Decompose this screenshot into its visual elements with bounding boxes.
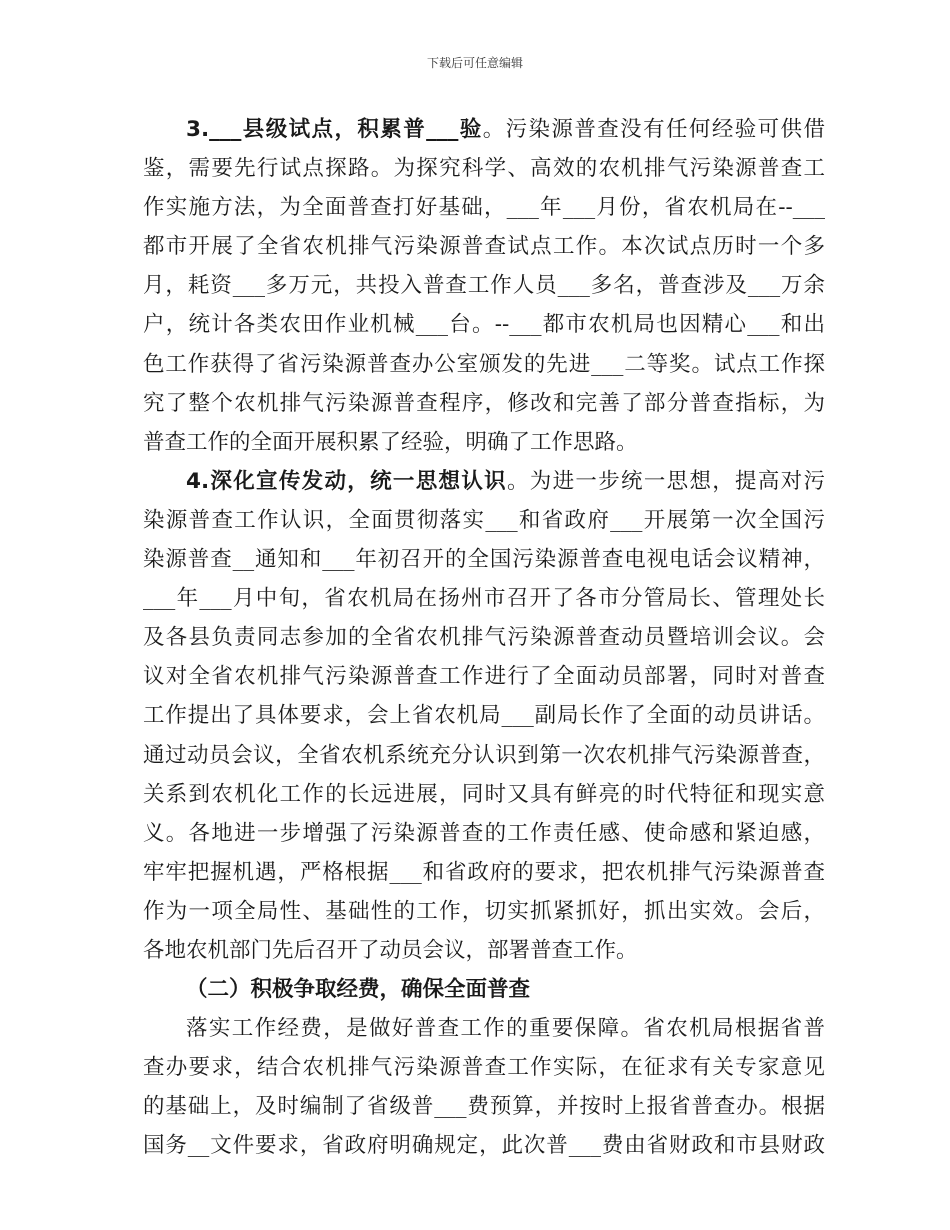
text-segment: 国务__文件要求，省政府明确规定，此次普___费由省财政和市县财政	[143, 1133, 825, 1159]
text-line	[143, 462, 825, 501]
text-line	[143, 696, 825, 735]
text-segment: 及各县负责同志参加的全省农机排气污染源普查动员暨培训会议。会	[143, 625, 825, 651]
text-line	[143, 579, 825, 618]
text-line	[143, 110, 825, 149]
text-segment: 普查工作的全面开展积累了经验，明确了工作思路。	[143, 429, 638, 455]
text-segment: 。为进一步统一思想，提高对污	[506, 468, 825, 494]
text-line	[143, 384, 825, 423]
text-segment: 关系到农机化工作的长远进展，同时又具有鲜亮的时代特征和现实意	[143, 781, 825, 807]
text-segment: 。污染源普查没有任何经验可供借	[482, 117, 825, 142]
text-segment: 工作提出了具体要求，会上省农机局___副局长作了全面的动员讲话。	[143, 703, 825, 729]
text-line	[143, 345, 825, 384]
text-segment: 议对全省农机排气污染源普查工作进行了全面动员部署，同时对普查	[143, 664, 825, 690]
text-segment: 落实工作经费，是做好普查工作的重要保障。省农机局根据省普	[186, 1016, 825, 1042]
document-body	[143, 110, 825, 1166]
text-line	[143, 775, 825, 814]
text-segment: 月，耗资___多万元，共投入普查工作人员___多名，普查涉及___万余	[143, 273, 825, 299]
text-line	[143, 423, 825, 462]
text-segment: ___年___月中旬，省农机局在扬州市召开了各市分管局长、管理处长	[143, 586, 825, 612]
text-line	[143, 970, 825, 1009]
bold-text-segment: 3.	[186, 117, 210, 142]
text-segment: 都市开展了全省农机排气污染源普查试点工作。本次试点历时一个多	[143, 234, 825, 260]
text-line	[143, 892, 825, 931]
text-segment: 户，统计各类农田作业机械___台。--___都市农机局也因精心___和出	[143, 312, 825, 338]
text-segment: 通过动员会议，全省农机系统充分认识到第一次农机排气污染源普查，	[143, 742, 825, 768]
text-line	[143, 1048, 825, 1087]
text-segment: 染源普查工作认识，全面贯彻落实___和省政府___开展第一次全国污	[143, 507, 825, 533]
text-line	[143, 149, 825, 188]
text-segment: 作实施方法，为全面普查打好基础，___年___月份，省农机局在--___	[143, 195, 825, 221]
text-segment: 牢牢把握机遇，严格根据___和省政府的要求，把农机排气污染源普查	[143, 859, 825, 885]
text-segment: 义。各地进一步增强了污染源普查的工作责任感、使命感和紧迫感，	[143, 820, 825, 846]
text-line	[143, 931, 825, 970]
text-segment: 鉴，需要先行试点探路。为探究科学、高效的农机排气污染源普查工	[143, 156, 825, 182]
text-line	[143, 266, 825, 305]
text-line	[143, 853, 825, 892]
text-line	[143, 657, 825, 696]
bold-text-segment: （二）积极争取经费，确保全面普查	[186, 977, 531, 1003]
text-segment: 染源普查__通知和___年初召开的全国污染源普查电视电话会议精神，	[143, 547, 825, 573]
text-line	[143, 1126, 825, 1165]
text-line	[143, 618, 825, 657]
text-line	[143, 540, 825, 579]
text-segment: 各地农机部门先后召开了动员会议，部署普查工作。	[143, 937, 638, 963]
text-line	[143, 501, 825, 540]
text-segment: 色工作获得了省污染源普查办公室颁发的先进___二等奖。试点工作探	[143, 351, 825, 377]
bold-text-segment: ___县级试点，积累普___验	[209, 117, 483, 142]
text-line	[143, 814, 825, 853]
text-line	[143, 305, 825, 344]
text-line	[143, 188, 825, 227]
bold-text-segment: 4.深化宣传发动，统一思想认识	[186, 468, 507, 494]
text-line	[143, 227, 825, 266]
text-segment: 查办要求，结合农机排气污染源普查工作实际，在征求有关专家意见	[143, 1055, 825, 1081]
text-line	[143, 1087, 825, 1126]
text-segment: 的基础上，及时编制了省级普___费预算，并按时上报省普查办。根据	[143, 1094, 825, 1120]
page-header: 下载后可任意编辑	[426, 56, 523, 70]
text-line	[143, 736, 825, 775]
text-segment: 作为一项全局性、基础性的工作，切实抓紧抓好，抓出实效。会后，	[143, 898, 825, 924]
text-line	[143, 1009, 825, 1048]
text-segment: 究了整个农机排气污染源普查程序，修改和完善了部分普查指标，为	[143, 390, 825, 416]
